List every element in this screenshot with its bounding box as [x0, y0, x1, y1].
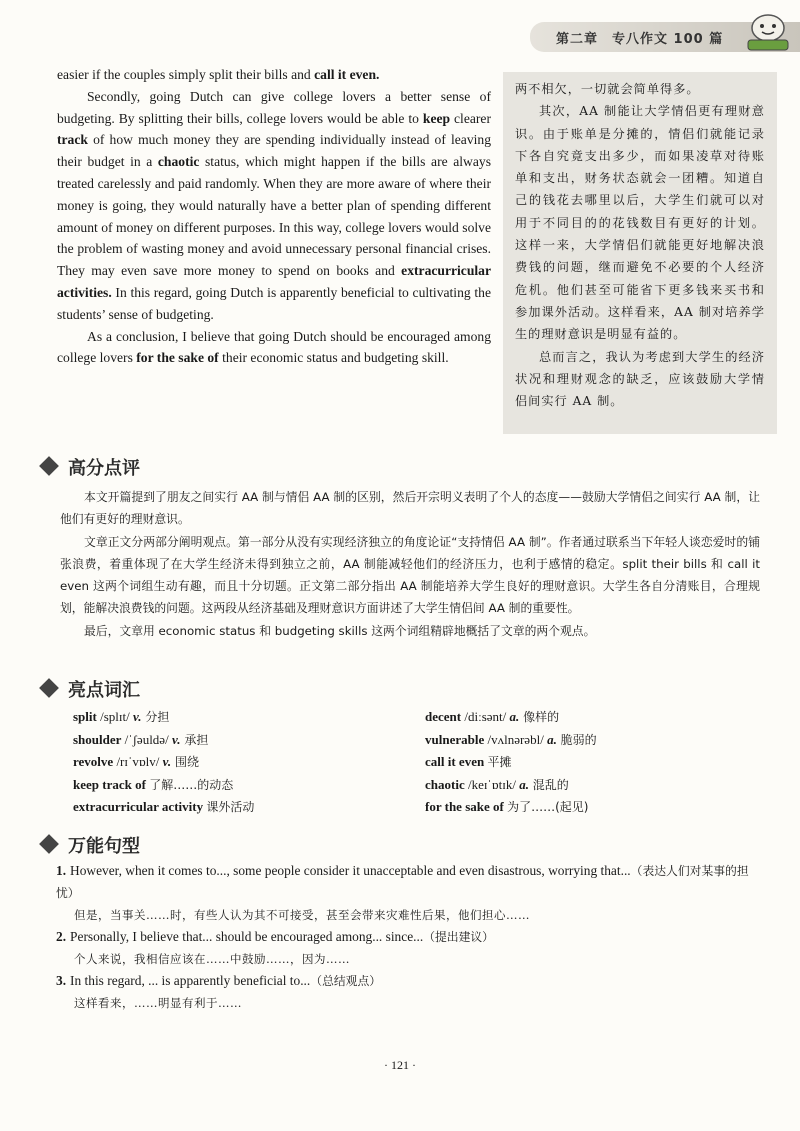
- vocab-section-title: 亮点词汇: [42, 676, 140, 702]
- comment-body: [60, 486, 760, 642]
- diamond-bullet-icon: [39, 834, 59, 854]
- chapter-title: 第二章 专八作文 100 篇: [556, 32, 724, 47]
- vocab-item: split /splɪt/ v. 分担: [73, 709, 170, 724]
- essay-paragraph-2: Secondly, going Dutch can give college lovers a better sense of budgeting. By splitting their bills, college lovers would be able to keep clearer track of how much money they are spending individually instead of leaving their budget in a chaotic status, which might happen if the bills are always treated carelessly and paid randomly. When they are more aware of where their money is going, they would naturally have a better plan of spending different amount of money on different purposes. In this way, college lovers would solve the problem of wasting money and avoid unnecessary personal financial crises. They may even save more money to spend on books and extracurricular activities. In this regard, going Dutch is apparently beneficial to cultivating the students’ sense of budgeting.: [57, 88, 491, 322]
- vocab-item: revolve /rɪˈvɒlv/ v. 围绕: [73, 754, 199, 769]
- comment-section-title: 高分点评: [42, 454, 140, 480]
- page-number: · 121 ·: [384, 1058, 416, 1072]
- translation-box: [503, 72, 777, 434]
- comment-paragraph: 本文开篇提到了朋友之间实行 AA 制与情侣 AA 制的区别，然后开宗明义表明了个人的态度——鼓励大学情侣之间实行 AA 制，让他们有更好的理财意识。: [60, 490, 760, 527]
- vocab-item: for the sake of 为了……(起见): [425, 799, 589, 814]
- sentence-section-title: 万能句型: [42, 832, 140, 858]
- vocab-left-column: [73, 706, 254, 819]
- essay-paragraph-1: easier if the couples simply split their bills and call it even.: [57, 67, 380, 82]
- translation-paragraph-3: 总而言之，我认为考虑到大学生的经济状况和理财观念的缺乏，应该鼓励大学情侣间实行 AA 制。: [515, 349, 765, 409]
- mascot-logo-icon: [744, 12, 792, 52]
- vocab-right-column: [425, 706, 597, 819]
- essay-paragraph-3: As a conclusion, I believe that going Dutch should be encouraged among college lovers for the sake of their economic status and budgeting skill.: [57, 328, 491, 366]
- vocab-item: call it even 平摊: [425, 754, 512, 769]
- vocab-item: shoulder /ˈʃəuldə/ v. 承担: [73, 731, 209, 747]
- vocab-item: decent /diːsənt/ a. 像样的: [425, 709, 560, 724]
- vocab-item: keep track of 了解……的动态: [73, 776, 234, 792]
- essay-text: [57, 64, 491, 369]
- translation-paragraph-2: 其次，AA 制能让大学情侣更有理财意识。由于账单是分摊的，情侣们就能记录下各自究竟支出多少，而如果凌草对待账单和支出，财务状态就会一团糟。知道自己的钱花去哪里以后，大学生们就可以对用于不同目的的花钱数目有更好的计划。这样一来，大学情侣们就能更好地解决浪费钱的问题，继而避免不必要的个人经济危机。他们甚至可能省下更多钱来买书和参加课外活动。这样看来，AA 制对培养学生的理财意识是明显有益的。: [515, 104, 765, 342]
- sentence-pattern-3: 3. In this regard, ... is apparently beneficial to...（总结观点） 这样看来，……明显有利于……: [56, 973, 382, 1010]
- comment-paragraph: 最后，文章用 economic status 和 budgeting skills 这两个词组精辟地概括了文章的两个观点。: [84, 623, 596, 638]
- diamond-bullet-icon: [39, 678, 59, 698]
- sentence-pattern-1: 1. However, when it comes to..., some people consider it unacceptable and even disastrous, worrying that...（表达人们对某事的担忧） 但是，当事关……时，有些人认为其不可接受，甚至会带来灾难性后果，他们担心……: [56, 863, 749, 922]
- sentence-pattern-2: 2. Personally, I believe that... should be encouraged among... since...（提出建议） 个人来说，我相信应该在……中鼓励……，因为……: [56, 929, 494, 966]
- translation-paragraph-1: 两不相欠，一切就会简单得多。: [515, 82, 700, 96]
- chapter-header: [530, 22, 800, 52]
- comment-paragraph: 文章正文分两部分阐明观点。第一部分从没有实现经济独立的角度论证“支持情侣 AA 制”。作者通过联系当下年轻人谈恋爱时的铺张浪费，着重体现了在大学生经济未得到独立之前，AA 制能减轻他们的经济压力，也利于感情的稳定。split their bills 和 call it even 这两个词组生动有趣，而且十分切题。正文第二部分指出 AA 制能培养大学生良好的理财意识。大学生各自分清账目，合理规划，能解决浪费钱的问题。这两段从经济基础及理财意识方面讲述了大学生情侣间 AA 制的重要性。: [60, 534, 760, 616]
- vocab-item: vulnerable /vʌlnərəbl/ a. 脆弱的: [425, 731, 597, 747]
- diamond-bullet-icon: [39, 456, 59, 476]
- vocab-item: chaotic /keɪˈɒtɪk/ a. 混乱的: [425, 776, 569, 792]
- vocab-item: extracurricular activity 课外活动: [73, 799, 255, 814]
